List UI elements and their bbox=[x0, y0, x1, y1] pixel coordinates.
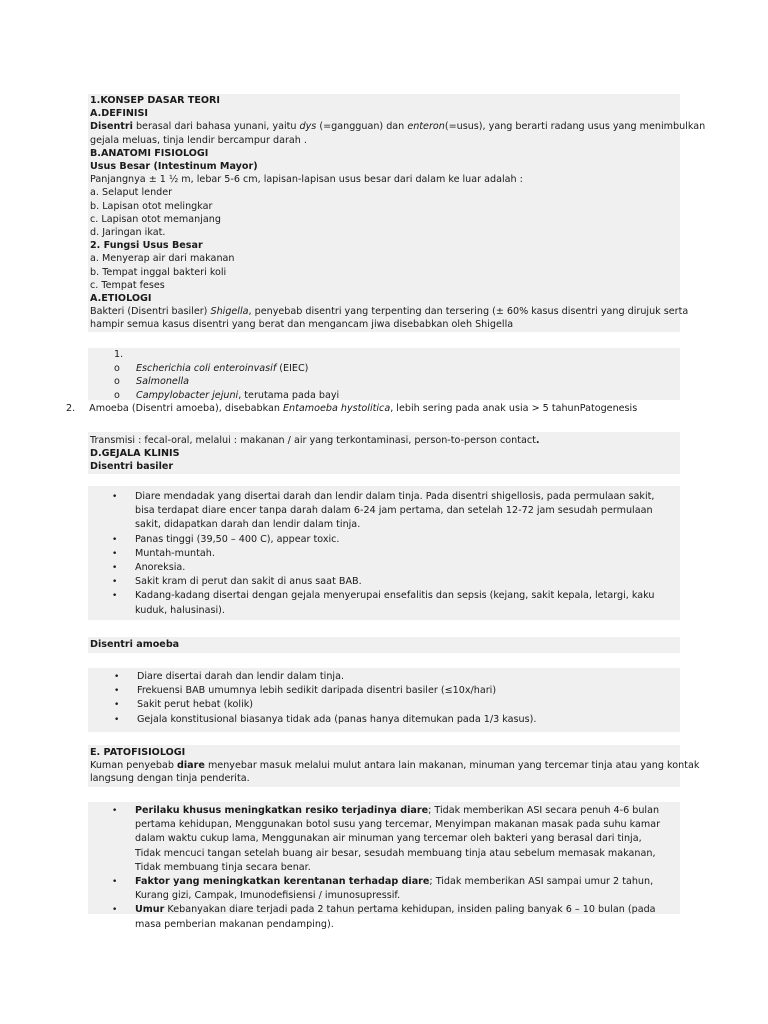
amoeba-text-1: Amoeba (Disentri amoeba), disebabkan bbox=[89, 403, 283, 414]
section-gejala bbox=[88, 432, 680, 474]
list-marker: o bbox=[114, 362, 120, 374]
section-patofisiologi bbox=[88, 745, 700, 787]
lapisan-item: b. Lapisan otot melingkar bbox=[90, 200, 213, 212]
heading-disentri-amoeba: Disentri amoeba bbox=[90, 639, 180, 650]
list-item bbox=[88, 375, 680, 389]
transmisi-body: Transmisi : fecal-oral, melalui : makanan / air yang terkontaminasi, person-to-person contact bbox=[90, 435, 536, 446]
list-item-text: Sakit perut hebat (kolik) bbox=[137, 699, 254, 711]
list-item-text: Kebanyakan diare terjadi pada 2 tahun pertama kehidupan, insiden paling banyak 6 – 10 bulan (pada masa pemberian makanan pendamping). bbox=[135, 904, 656, 930]
heading-patofisiologi: E. PATOFISIOLOGI bbox=[90, 747, 186, 758]
list-item bbox=[88, 903, 662, 931]
bullet-icon: • bbox=[112, 577, 118, 588]
lapisan-item: a. Selaput lender bbox=[90, 187, 173, 199]
list-marker: o bbox=[114, 389, 120, 401]
bullet-icon: • bbox=[114, 672, 120, 682]
term-disentri: Disentri bbox=[90, 121, 133, 133]
heading-usus-besar: Usus Besar (Intestinum Mayor) bbox=[90, 161, 258, 173]
bullet-icon: • bbox=[112, 877, 118, 888]
fungsi-item: a. Menyerap air dari makanan bbox=[90, 253, 235, 265]
list-item-text: Diare mendadak yang disertai darah dan lendir dalam tinja. Pada disentri shigellosis, pada permulaan sakit, bisa terdapat diare encer tanpa darah dalam 6-24 jam pertama, dan setelah 12-72 jam sesudah permulaan sakit, didapatkan darah dan lendir dalam tinja. bbox=[135, 491, 655, 531]
item-rest: , terutama pada bayi bbox=[238, 389, 340, 401]
bullet-icon: • bbox=[112, 905, 118, 916]
lapisan-item: d. Jaringan ikat. bbox=[90, 227, 166, 239]
pato-list-block bbox=[88, 802, 680, 930]
list-item-text: Panas tinggi (39,50 – 400 C), appear toxic. bbox=[135, 533, 340, 545]
bullet-icon: • bbox=[112, 806, 118, 816]
list-item-text: ; Tidak memberikan ASI sampai umur 2 tahun, Kurang gizi, Campak, Imunodefisiensi / imunosupressif. bbox=[135, 876, 654, 902]
fungsi-item: b. Tempat inggal bakteri koli bbox=[90, 266, 227, 278]
heading-konsep-dasar: 1.KONSEP DASAR TEORI bbox=[90, 95, 221, 106]
list-item bbox=[88, 575, 668, 589]
pato-text-2: menyebar masuk melalui mulut antara lain makanan, minuman yang tercemar tinja atau yang kontak bbox=[204, 760, 700, 772]
item-italic: Campylobacter jejuni bbox=[136, 389, 239, 401]
item-rest: (EIEC) bbox=[276, 362, 309, 374]
list-item bbox=[90, 670, 678, 684]
amoeba-list-block bbox=[88, 668, 680, 732]
heading-etiologi: A.ETIOLOGI bbox=[90, 293, 152, 305]
definisi-text-2: (=gangguan) dan bbox=[316, 121, 408, 133]
panjang-text: Panjangnya ± 1 ½ m, lebar 5-6 cm, lapisan-lapisan usus besar dari dalam ke luar adalah : bbox=[90, 174, 523, 186]
heading-anatomi: B.ANATOMI FISIOLOGI bbox=[90, 147, 209, 159]
list-item bbox=[88, 490, 668, 533]
bullet-icon: • bbox=[114, 714, 120, 725]
pato-line-1 bbox=[90, 759, 700, 772]
list-item-text: Sakit kram di perut dan sakit di anus saat BAB. bbox=[135, 576, 362, 588]
etiologi-text-1: Bakteri (Disentri basiler) bbox=[90, 306, 211, 318]
number-2: 2. bbox=[66, 403, 76, 414]
list-number-2 bbox=[66, 402, 637, 415]
definisi-line-2: gejala meluas, tinja lendir bercampur darah . bbox=[90, 134, 307, 146]
basiler-list-block bbox=[88, 486, 680, 620]
etiologi-sublist bbox=[88, 348, 680, 400]
list-item-text: ; Tidak memberikan ASI secara penuh 4-6 bulan pertama kehidupan, Menggunakan botol susu yang tercemar, Menyimpan makanan masak pada suhu kamar dalam waktu cukup lama, Menggunakan air minuman yang tercemar oleh bakteri yang berasal dari tinja, Tidak mencuci tangan setelah buang air besar, sesudah membuang tinja atau sebelum memasak makanan, Tidak membuang tinja secara benar. bbox=[135, 805, 661, 873]
list-item bbox=[88, 547, 668, 561]
bullet-icon: • bbox=[114, 700, 120, 711]
list-item bbox=[88, 533, 668, 547]
heading-disentri-basiler: Disentri basiler bbox=[90, 461, 174, 473]
etiologi-line-1 bbox=[90, 305, 689, 318]
amoeba-heading-block bbox=[88, 637, 680, 653]
term-diare: diare bbox=[177, 760, 205, 772]
item-italic: Salmonella bbox=[136, 376, 190, 388]
term-entamoeba: Entamoeba hystolitica bbox=[282, 403, 391, 414]
list-item bbox=[88, 804, 662, 875]
list-item-bold: Perilaku khusus meningkatkan resiko terjadinya diare bbox=[135, 805, 429, 816]
amoeba-text-2: , lebih sering pada anak usia > 5 tahunPatogenesis bbox=[390, 403, 638, 414]
fungsi-item: c. Tempat feses bbox=[90, 279, 165, 291]
list-item bbox=[88, 561, 668, 575]
pato-line-2: langsung dengan tinja penderita. bbox=[90, 773, 250, 785]
heading-fungsi: 2. Fungsi Usus Besar bbox=[90, 240, 203, 252]
etiologi-text-2: , penyebab disentri yang terpenting dan tersering (± 60% kasus disentri yang dirujuk serta bbox=[248, 306, 689, 318]
list-item bbox=[88, 362, 680, 376]
bullet-icon: • bbox=[114, 686, 120, 697]
lapisan-item: c. Lapisan otot memanjang bbox=[90, 213, 221, 225]
bullet-icon: • bbox=[112, 548, 118, 559]
list-item bbox=[90, 684, 678, 698]
bullet-icon: • bbox=[112, 591, 118, 602]
amoeba-list bbox=[90, 670, 678, 727]
term-shigella: Shigella bbox=[210, 306, 249, 318]
transmisi-dot: . bbox=[535, 435, 540, 446]
list-item-text: Muntah-muntah. bbox=[135, 547, 215, 559]
section-konsep-dasar bbox=[88, 94, 706, 332]
bullet-icon: • bbox=[112, 563, 118, 574]
list-item-text: Gejala konstitusional biasanya tidak ada (panas hanya ditemukan pada 1/3 kasus). bbox=[137, 713, 537, 725]
bullet-icon: • bbox=[112, 534, 118, 545]
list-number-1: 1. bbox=[114, 349, 124, 360]
transmisi-text bbox=[90, 434, 678, 447]
list-item bbox=[90, 698, 678, 712]
term-dys: dys bbox=[299, 121, 317, 133]
definisi-text-1: berasal dari bahasa yunani, yaitu bbox=[132, 121, 300, 133]
list-marker: o bbox=[114, 376, 120, 388]
item-italic: Escherichia coli enteroinvasif bbox=[136, 362, 277, 374]
list-item bbox=[88, 389, 680, 403]
list-item-text: Anoreksia. bbox=[135, 562, 186, 574]
list-item-text: Diare disertai darah dan lendir dalam tinja. bbox=[137, 671, 345, 682]
list-item-bold: Umur bbox=[135, 904, 165, 916]
pato-list bbox=[88, 804, 662, 932]
term-enteron: enteron bbox=[407, 121, 445, 133]
heading-gejala-klinis: D.GEJALA KLINIS bbox=[90, 448, 180, 460]
list-item-bold: Faktor yang meningkatkan kerentanan terhadap diare bbox=[135, 876, 430, 888]
list-item-text: Frekuensi BAB umumnya lebih sedikit daripada disentri basiler (≤10x/hari) bbox=[137, 685, 497, 697]
list-item bbox=[88, 875, 662, 903]
basiler-list bbox=[88, 490, 668, 618]
definisi-text-3: (=usus), yang berarti radang usus yang menimbulkan bbox=[444, 121, 706, 133]
etiologi-line-2: hampir semua kasus disentri yang berat dan mengancam jiwa disebabkan oleh Shigella bbox=[90, 319, 514, 331]
bullet-icon: • bbox=[112, 492, 118, 502]
heading-definisi: A.DEFINISI bbox=[90, 108, 148, 120]
list-item bbox=[90, 713, 678, 727]
pato-text-1: Kuman penyebab bbox=[90, 760, 178, 772]
list-item bbox=[88, 589, 668, 617]
definisi-line-1 bbox=[90, 120, 706, 133]
list-item-text: Kadang-kadang disertai dengan gejala menyerupai ensefalitis dan sepsis (kejang, sakit kepala, letargi, kaku kuduk, halusinasi). bbox=[135, 590, 655, 616]
